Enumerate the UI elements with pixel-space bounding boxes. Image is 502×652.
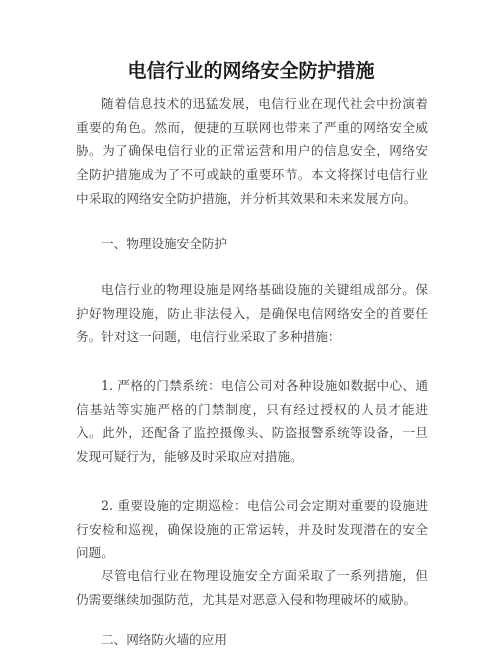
document-title: 电信行业的网络安全防护措施 xyxy=(127,60,375,82)
physical-security-conclusion: 尽管电信行业在物理设施安全方面采取了一系列措施，但仍需要继续加强防范，尤其是对恶意入侵和物理破坏的威胁。 xyxy=(76,568,428,607)
physical-security-paragraph: 电信行业的物理设施是网络基础设施的关键组成部分。保护好物理设施，防止非法侵入，是确保电信网络安全的首要任务。针对这一问题，电信行业采取了多种措施： xyxy=(76,282,428,345)
section-heading-firewall: 二、网络防火墙的应用 xyxy=(101,632,227,647)
intro-paragraph: 随着信息技术的迅猛发展，电信行业在现代社会中扮演着重要的角色。然而，便捷的互联网也带来了严重的网络安全威胁。为了确保电信行业的正常运营和用户的信息安全，网络安全防护措施成为了不可或缺的重要环节。本文将探讨电信行业中采取的网络安全防护措施，并分析其效果和未来发展方向。 xyxy=(76,96,428,206)
list-item-access-control: 1. 严格的门禁系统：电信公司对各种设施如数据中心、通信基站等实施严格的门禁制度，只有经过授权的人员才能进入。此外，还配备了监控摄像头、防盗报警系统等设备，一旦发现可疑行为，能够及时采取应对措施。 xyxy=(76,378,428,465)
section-heading-physical-security: 一、物理设施安全防护 xyxy=(101,236,227,251)
list-item-inspection: 2. 重要设施的定期巡检：电信公司会定期对重要的设施进行安检和巡视，确保设施的正常运转，并及时发现潜在的安全问题。 xyxy=(76,498,428,561)
